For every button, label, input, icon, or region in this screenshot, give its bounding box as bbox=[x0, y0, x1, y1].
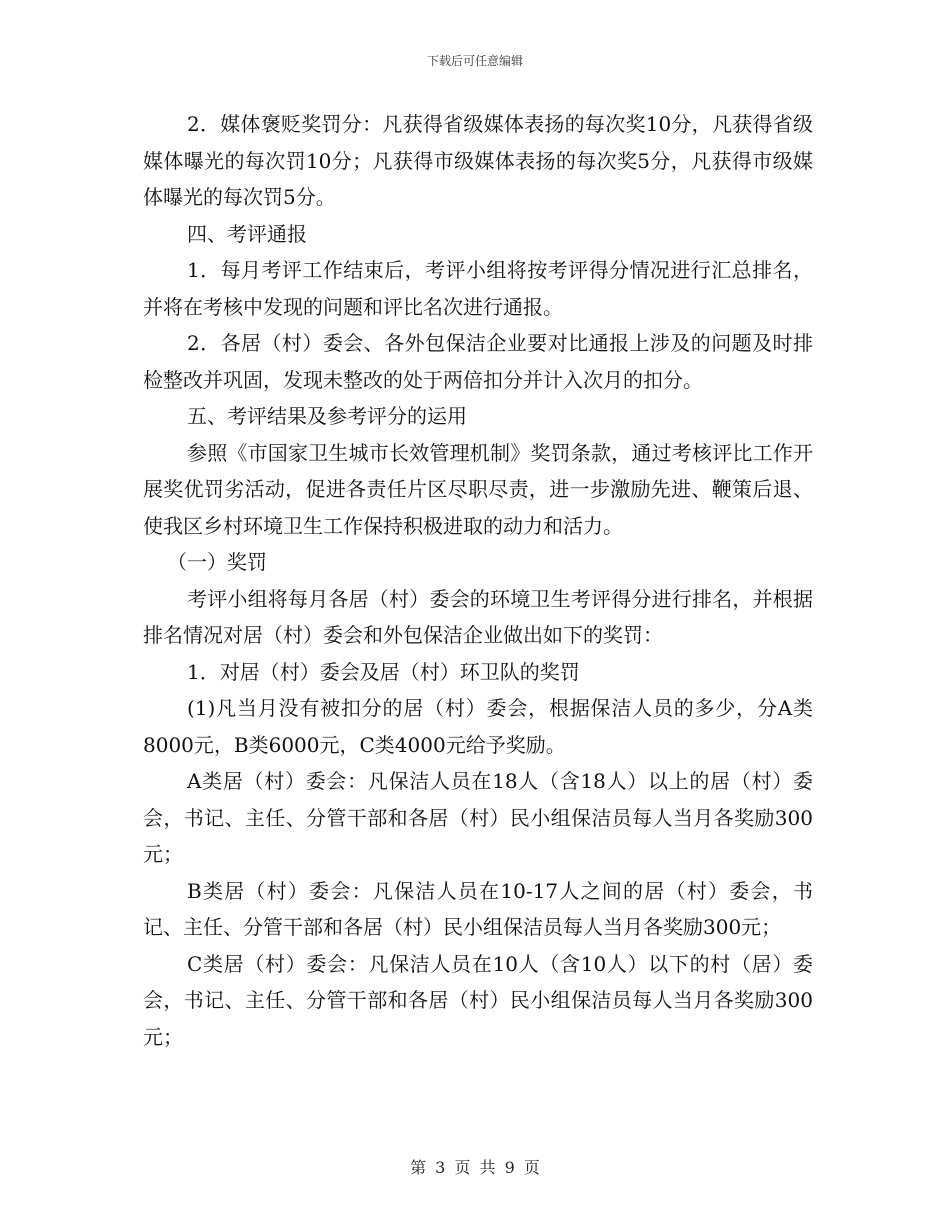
paragraph-committee-rewards-title: 1．对居（村）委会及居（村）环卫队的奖罚 bbox=[187, 659, 580, 684]
section-heading-notification: 四、考评通报 bbox=[187, 221, 307, 246]
page-footer: 第 3 页 共 9 页 bbox=[410, 1158, 540, 1177]
paragraph-reference-mechanism: 参照《市国家卫生城市长效管理机制》奖罚条款，通过考核评比工作开展奖优罚劣活动，促进各责任片区尽职尽责，进一步激励先进、鞭策后退、使我区乡村环境卫生工作保持积极进取的动力和活力。 bbox=[143, 440, 813, 538]
paragraph-class-c: C类居（村）委会：凡保洁人员在10人（含10人）以下的村（居）委会，书记、主任、分管干部和各居（村）民小组保洁员每人当月各奖励300元； bbox=[143, 951, 813, 1049]
paragraph-ranking-rewards: 考评小组将每月各居（村）委会的环境卫生考评得分进行排名，并根据排名情况对居（村）委会和外包保洁企业做出如下的奖罚： bbox=[143, 586, 813, 647]
paragraph-class-b: B类居（村）委会：凡保洁人员在10-17人之间的居（村）委会，书记、主任、分管干部和各居（村）民小组保洁员每人当月各奖励300元； bbox=[143, 878, 813, 939]
paragraph-media-scoring: 2．媒体褒贬奖罚分：凡获得省级媒体表扬的每次奖10分，凡获得省级媒体曝光的每次罚10分；凡获得市级媒体表扬的每次奖5分，凡获得市级媒体曝光的每次罚5分。 bbox=[143, 112, 813, 209]
paragraph-monthly-ranking: 1．每月考评工作结束后，考评小组将按考评得分情况进行汇总排名，并将在考核中发现的问题和评比名次进行通报。 bbox=[143, 258, 813, 319]
document-body bbox=[143, 106, 813, 1055]
paragraph-class-a: A类居（村）委会：凡保洁人员在18人（含18人）以上的居（村）委会，书记、主任、分管干部和各居（村）民小组保洁员每人当月各奖励300元； bbox=[143, 769, 813, 866]
paragraph-no-deduction-reward: (1)凡当月没有被扣分的居（村）委会，根据保洁人员的多少，分A类8000元，B类6000元，C类4000元给予奖励。 bbox=[143, 696, 813, 757]
section-heading-results: 五、考评结果及参考评分的运用 bbox=[187, 404, 467, 428]
page-header: 下载后可任意编辑 bbox=[426, 54, 523, 68]
subsection-heading-rewards: （一）奖罚 bbox=[167, 550, 267, 574]
paragraph-rectification: 2．各居（村）委会、各外包保洁企业要对比通报上涉及的问题及时排检整改并巩固，发现未整改的处于两倍扣分并计入次月的扣分。 bbox=[143, 331, 813, 392]
